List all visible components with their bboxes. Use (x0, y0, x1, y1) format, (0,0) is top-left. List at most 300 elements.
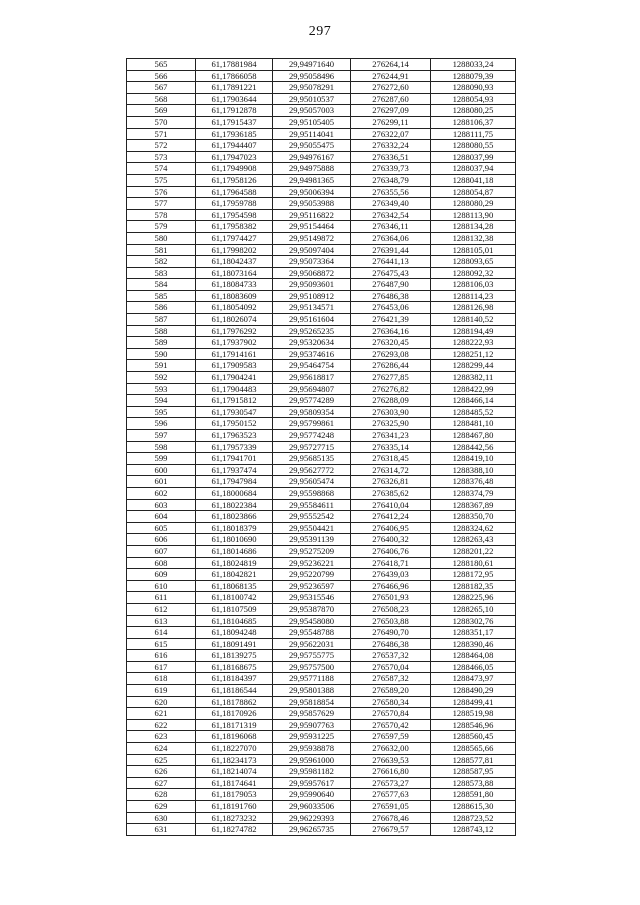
latitude-cell: 61,17944407 (196, 140, 273, 152)
y-coordinate-cell: 1288037,99 (431, 151, 516, 163)
table-row (127, 174, 516, 186)
table-row (127, 580, 516, 592)
x-coordinate-cell: 276346,11 (351, 221, 431, 233)
table-row (127, 453, 516, 465)
longitude-cell: 29,95774289 (273, 395, 351, 407)
y-coordinate-cell: 1288225,96 (431, 592, 516, 604)
longitude-cell: 29,95114041 (273, 128, 351, 140)
longitude-cell: 29,95078291 (273, 82, 351, 94)
y-coordinate-cell: 1288114,23 (431, 290, 516, 302)
point-number-cell: 630 (127, 812, 196, 824)
x-coordinate-cell: 276589,20 (351, 685, 431, 697)
longitude-cell: 29,94971640 (273, 59, 351, 71)
x-coordinate-cell: 276325,90 (351, 418, 431, 430)
x-coordinate-cell: 276320,45 (351, 337, 431, 349)
table-row (127, 766, 516, 778)
y-coordinate-cell: 1288033,24 (431, 59, 516, 71)
y-coordinate-cell: 1288054,87 (431, 186, 516, 198)
point-number-cell: 624 (127, 743, 196, 755)
latitude-cell: 61,18022384 (196, 499, 273, 511)
y-coordinate-cell: 1288388,10 (431, 464, 516, 476)
latitude-cell: 61,18184397 (196, 673, 273, 685)
latitude-cell: 61,17936185 (196, 128, 273, 140)
point-number-cell: 622 (127, 719, 196, 731)
latitude-cell: 61,17903644 (196, 93, 273, 105)
y-coordinate-cell: 1288113,90 (431, 209, 516, 221)
longitude-cell: 29,95774248 (273, 430, 351, 442)
table-row (127, 685, 516, 697)
latitude-cell: 61,17964588 (196, 186, 273, 198)
latitude-cell: 61,18214074 (196, 766, 273, 778)
table-row (127, 511, 516, 523)
longitude-cell: 29,95010537 (273, 93, 351, 105)
longitude-cell: 29,95220799 (273, 569, 351, 581)
point-number-cell: 576 (127, 186, 196, 198)
x-coordinate-cell: 276591,05 (351, 801, 431, 813)
longitude-cell: 29,95771188 (273, 673, 351, 685)
point-number-cell: 584 (127, 279, 196, 291)
y-coordinate-cell: 1288090,93 (431, 82, 516, 94)
y-coordinate-cell: 1288037,94 (431, 163, 516, 175)
longitude-cell: 29,95694807 (273, 383, 351, 395)
table-row (127, 673, 516, 685)
x-coordinate-cell: 276421,39 (351, 314, 431, 326)
longitude-cell: 29,95055475 (273, 140, 351, 152)
latitude-cell: 61,17998202 (196, 244, 273, 256)
longitude-cell: 29,94981365 (273, 174, 351, 186)
y-coordinate-cell: 1288485,52 (431, 406, 516, 418)
longitude-cell: 29,95464754 (273, 360, 351, 372)
point-number-cell: 615 (127, 638, 196, 650)
point-number-cell: 619 (127, 685, 196, 697)
y-coordinate-cell: 1288587,95 (431, 766, 516, 778)
coordinates-table-body (127, 59, 516, 836)
point-number-cell: 623 (127, 731, 196, 743)
x-coordinate-cell: 276272,60 (351, 82, 431, 94)
longitude-cell: 29,95584611 (273, 499, 351, 511)
point-number-cell: 629 (127, 801, 196, 813)
y-coordinate-cell: 1288615,30 (431, 801, 516, 813)
y-coordinate-cell: 1288466,05 (431, 661, 516, 673)
x-coordinate-cell: 276418,71 (351, 557, 431, 569)
longitude-cell: 29,95134571 (273, 302, 351, 314)
longitude-cell: 29,95857629 (273, 708, 351, 720)
x-coordinate-cell: 276616,80 (351, 766, 431, 778)
table-row (127, 650, 516, 662)
x-coordinate-cell: 276570,04 (351, 661, 431, 673)
latitude-cell: 61,17958126 (196, 174, 273, 186)
x-coordinate-cell: 276299,11 (351, 116, 431, 128)
table-row (127, 163, 516, 175)
point-number-cell: 602 (127, 487, 196, 499)
longitude-cell: 29,95053988 (273, 198, 351, 210)
x-coordinate-cell: 276678,46 (351, 812, 431, 824)
table-row (127, 708, 516, 720)
longitude-cell: 29,95757500 (273, 661, 351, 673)
table-row (127, 499, 516, 511)
y-coordinate-cell: 1288134,28 (431, 221, 516, 233)
longitude-cell: 29,95236221 (273, 557, 351, 569)
x-coordinate-cell: 276293,08 (351, 348, 431, 360)
x-coordinate-cell: 276349,40 (351, 198, 431, 210)
longitude-cell: 29,95458080 (273, 615, 351, 627)
latitude-cell: 61,18024819 (196, 557, 273, 569)
longitude-cell: 29,95105405 (273, 116, 351, 128)
longitude-cell: 29,95598868 (273, 487, 351, 499)
table-row (127, 383, 516, 395)
table-row (127, 105, 516, 117)
longitude-cell: 29,95006394 (273, 186, 351, 198)
longitude-cell: 29,95149872 (273, 232, 351, 244)
longitude-cell: 29,95275209 (273, 545, 351, 557)
x-coordinate-cell: 276339,73 (351, 163, 431, 175)
table-row (127, 232, 516, 244)
longitude-cell: 29,95990640 (273, 789, 351, 801)
latitude-cell: 61,18170926 (196, 708, 273, 720)
x-coordinate-cell: 276577,63 (351, 789, 431, 801)
y-coordinate-cell: 1288324,62 (431, 522, 516, 534)
x-coordinate-cell: 276486,38 (351, 638, 431, 650)
latitude-cell: 61,18273232 (196, 812, 273, 824)
longitude-cell: 29,95058496 (273, 70, 351, 82)
point-number-cell: 593 (127, 383, 196, 395)
x-coordinate-cell: 276335,14 (351, 441, 431, 453)
latitude-cell: 61,17915437 (196, 116, 273, 128)
longitude-cell: 29,96229393 (273, 812, 351, 824)
y-coordinate-cell: 1288299,44 (431, 360, 516, 372)
x-coordinate-cell: 276355,56 (351, 186, 431, 198)
table-row (127, 209, 516, 221)
latitude-cell: 61,18191760 (196, 801, 273, 813)
table-row (127, 325, 516, 337)
point-number-cell: 621 (127, 708, 196, 720)
y-coordinate-cell: 1288382,11 (431, 372, 516, 384)
latitude-cell: 61,18091491 (196, 638, 273, 650)
table-row (127, 661, 516, 673)
y-coordinate-cell: 1288723,52 (431, 812, 516, 824)
y-coordinate-cell: 1288577,81 (431, 754, 516, 766)
point-number-cell: 603 (127, 499, 196, 511)
longitude-cell: 29,95907763 (273, 719, 351, 731)
longitude-cell: 29,95387870 (273, 603, 351, 615)
x-coordinate-cell: 276570,84 (351, 708, 431, 720)
latitude-cell: 61,17957339 (196, 441, 273, 453)
latitude-cell: 61,18042437 (196, 256, 273, 268)
point-number-cell: 627 (127, 777, 196, 789)
longitude-cell: 29,95981182 (273, 766, 351, 778)
point-number-cell: 605 (127, 522, 196, 534)
point-number-cell: 611 (127, 592, 196, 604)
longitude-cell: 29,95391139 (273, 534, 351, 546)
table-row (127, 476, 516, 488)
table-row (127, 186, 516, 198)
y-coordinate-cell: 1288105,01 (431, 244, 516, 256)
longitude-cell: 29,95320634 (273, 337, 351, 349)
x-coordinate-cell: 276303,90 (351, 406, 431, 418)
latitude-cell: 61,17959788 (196, 198, 273, 210)
y-coordinate-cell: 1288182,35 (431, 580, 516, 592)
point-number-cell: 604 (127, 511, 196, 523)
y-coordinate-cell: 1288080,25 (431, 105, 516, 117)
latitude-cell: 61,17958382 (196, 221, 273, 233)
table-row (127, 418, 516, 430)
x-coordinate-cell: 276288,09 (351, 395, 431, 407)
y-coordinate-cell: 1288180,61 (431, 557, 516, 569)
latitude-cell: 61,18234173 (196, 754, 273, 766)
longitude-cell: 29,95685135 (273, 453, 351, 465)
longitude-cell: 29,95552542 (273, 511, 351, 523)
longitude-cell: 29,95605474 (273, 476, 351, 488)
latitude-cell: 61,18014686 (196, 545, 273, 557)
latitude-cell: 61,17947023 (196, 151, 273, 163)
y-coordinate-cell: 1288351,17 (431, 627, 516, 639)
x-coordinate-cell: 276573,27 (351, 777, 431, 789)
y-coordinate-cell: 1288054,93 (431, 93, 516, 105)
table-row (127, 198, 516, 210)
table-row (127, 522, 516, 534)
y-coordinate-cell: 1288106,03 (431, 279, 516, 291)
longitude-cell: 29,95931225 (273, 731, 351, 743)
longitude-cell: 29,95755775 (273, 650, 351, 662)
table-row (127, 430, 516, 442)
latitude-cell: 61,17891221 (196, 82, 273, 94)
latitude-cell: 61,17881984 (196, 59, 273, 71)
table-row (127, 615, 516, 627)
table-row (127, 731, 516, 743)
y-coordinate-cell: 1288222,93 (431, 337, 516, 349)
y-coordinate-cell: 1288466,14 (431, 395, 516, 407)
x-coordinate-cell: 276503,88 (351, 615, 431, 627)
latitude-cell: 61,18168675 (196, 661, 273, 673)
x-coordinate-cell: 276406,76 (351, 545, 431, 557)
table-row (127, 395, 516, 407)
point-number-cell: 566 (127, 70, 196, 82)
y-coordinate-cell: 1288251,12 (431, 348, 516, 360)
table-row (127, 777, 516, 789)
point-number-cell: 585 (127, 290, 196, 302)
x-coordinate-cell: 276348,79 (351, 174, 431, 186)
point-number-cell: 568 (127, 93, 196, 105)
x-coordinate-cell: 276297,09 (351, 105, 431, 117)
x-coordinate-cell: 276244,91 (351, 70, 431, 82)
x-coordinate-cell: 276466,96 (351, 580, 431, 592)
x-coordinate-cell: 276322,07 (351, 128, 431, 140)
latitude-cell: 61,18042821 (196, 569, 273, 581)
y-coordinate-cell: 1288111,75 (431, 128, 516, 140)
y-coordinate-cell: 1288265,10 (431, 603, 516, 615)
latitude-cell: 61,17954598 (196, 209, 273, 221)
longitude-cell: 29,95799861 (273, 418, 351, 430)
point-number-cell: 583 (127, 267, 196, 279)
point-number-cell: 626 (127, 766, 196, 778)
longitude-cell: 29,95236597 (273, 580, 351, 592)
latitude-cell: 61,17904241 (196, 372, 273, 384)
table-row (127, 360, 516, 372)
longitude-cell: 29,95374616 (273, 348, 351, 360)
table-row (127, 627, 516, 639)
latitude-cell: 61,18107509 (196, 603, 273, 615)
table-row (127, 221, 516, 233)
longitude-cell: 29,95818854 (273, 696, 351, 708)
point-number-cell: 577 (127, 198, 196, 210)
latitude-cell: 61,17941701 (196, 453, 273, 465)
y-coordinate-cell: 1288093,65 (431, 256, 516, 268)
latitude-cell: 61,17937474 (196, 464, 273, 476)
y-coordinate-cell: 1288080,29 (431, 198, 516, 210)
y-coordinate-cell: 1288591,80 (431, 789, 516, 801)
y-coordinate-cell: 1288546,96 (431, 719, 516, 731)
point-number-cell: 599 (127, 453, 196, 465)
x-coordinate-cell: 276487,90 (351, 279, 431, 291)
point-number-cell: 625 (127, 754, 196, 766)
table-row (127, 337, 516, 349)
longitude-cell: 29,95097404 (273, 244, 351, 256)
longitude-cell: 29,95504421 (273, 522, 351, 534)
latitude-cell: 61,17930547 (196, 406, 273, 418)
latitude-cell: 61,17947984 (196, 476, 273, 488)
y-coordinate-cell: 1288092,32 (431, 267, 516, 279)
longitude-cell: 29,95068872 (273, 267, 351, 279)
y-coordinate-cell: 1288263,43 (431, 534, 516, 546)
y-coordinate-cell: 1288132,38 (431, 232, 516, 244)
point-number-cell: 580 (127, 232, 196, 244)
x-coordinate-cell: 276412,24 (351, 511, 431, 523)
latitude-cell: 61,17912878 (196, 105, 273, 117)
table-row (127, 441, 516, 453)
y-coordinate-cell: 1288473,97 (431, 673, 516, 685)
table-row (127, 140, 516, 152)
latitude-cell: 61,18084733 (196, 279, 273, 291)
y-coordinate-cell: 1288201,22 (431, 545, 516, 557)
point-number-cell: 594 (127, 395, 196, 407)
latitude-cell: 61,17909583 (196, 360, 273, 372)
table-row (127, 789, 516, 801)
x-coordinate-cell: 276508,23 (351, 603, 431, 615)
latitude-cell: 61,17949908 (196, 163, 273, 175)
x-coordinate-cell: 276287,60 (351, 93, 431, 105)
x-coordinate-cell: 276400,32 (351, 534, 431, 546)
latitude-cell: 61,17915812 (196, 395, 273, 407)
point-number-cell: 612 (127, 603, 196, 615)
y-coordinate-cell: 1288350,70 (431, 511, 516, 523)
longitude-cell: 29,95809354 (273, 406, 351, 418)
longitude-cell: 29,95938878 (273, 743, 351, 755)
y-coordinate-cell: 1288140,52 (431, 314, 516, 326)
table-row (127, 743, 516, 755)
table-row (127, 557, 516, 569)
x-coordinate-cell: 276501,93 (351, 592, 431, 604)
longitude-cell: 29,95108912 (273, 290, 351, 302)
latitude-cell: 61,18186544 (196, 685, 273, 697)
table-row (127, 569, 516, 581)
point-number-cell: 565 (127, 59, 196, 71)
latitude-cell: 61,18054092 (196, 302, 273, 314)
latitude-cell: 61,18083609 (196, 290, 273, 302)
longitude-cell: 29,94976167 (273, 151, 351, 163)
y-coordinate-cell: 1288565,66 (431, 743, 516, 755)
x-coordinate-cell: 276336,51 (351, 151, 431, 163)
longitude-cell: 29,95548788 (273, 627, 351, 639)
point-number-cell: 601 (127, 476, 196, 488)
point-number-cell: 616 (127, 650, 196, 662)
y-coordinate-cell: 1288419,10 (431, 453, 516, 465)
table-row (127, 824, 516, 836)
latitude-cell: 61,17937902 (196, 337, 273, 349)
x-coordinate-cell: 276639,53 (351, 754, 431, 766)
latitude-cell: 61,17914161 (196, 348, 273, 360)
y-coordinate-cell: 1288467,80 (431, 430, 516, 442)
latitude-cell: 61,17904483 (196, 383, 273, 395)
point-number-cell: 607 (127, 545, 196, 557)
y-coordinate-cell: 1288442,56 (431, 441, 516, 453)
point-number-cell: 572 (127, 140, 196, 152)
table-row (127, 93, 516, 105)
table-row (127, 812, 516, 824)
y-coordinate-cell: 1288194,49 (431, 325, 516, 337)
table-row (127, 256, 516, 268)
x-coordinate-cell: 276276,82 (351, 383, 431, 395)
y-coordinate-cell: 1288481,10 (431, 418, 516, 430)
table-row (127, 302, 516, 314)
x-coordinate-cell: 276318,45 (351, 453, 431, 465)
latitude-cell: 61,18094248 (196, 627, 273, 639)
x-coordinate-cell: 276439,03 (351, 569, 431, 581)
point-number-cell: 610 (127, 580, 196, 592)
table-row (127, 70, 516, 82)
latitude-cell: 61,18139275 (196, 650, 273, 662)
point-number-cell: 582 (127, 256, 196, 268)
y-coordinate-cell: 1288560,45 (431, 731, 516, 743)
x-coordinate-cell: 276264,14 (351, 59, 431, 71)
x-coordinate-cell: 276286,44 (351, 360, 431, 372)
table-row (127, 592, 516, 604)
table-row (127, 754, 516, 766)
y-coordinate-cell: 1288573,88 (431, 777, 516, 789)
x-coordinate-cell: 276486,38 (351, 290, 431, 302)
table-row (127, 59, 516, 71)
y-coordinate-cell: 1288390,46 (431, 638, 516, 650)
y-coordinate-cell: 1288041,18 (431, 174, 516, 186)
longitude-cell: 29,95116822 (273, 209, 351, 221)
point-number-cell: 589 (127, 337, 196, 349)
table-row (127, 82, 516, 94)
latitude-cell: 61,17976292 (196, 325, 273, 337)
latitude-cell: 61,18000684 (196, 487, 273, 499)
x-coordinate-cell: 276341,23 (351, 430, 431, 442)
point-number-cell: 581 (127, 244, 196, 256)
x-coordinate-cell: 276406,95 (351, 522, 431, 534)
point-number-cell: 609 (127, 569, 196, 581)
table-row (127, 696, 516, 708)
page-number: 297 (308, 24, 332, 39)
y-coordinate-cell: 1288079,39 (431, 70, 516, 82)
table-row (127, 372, 516, 384)
point-number-cell: 567 (127, 82, 196, 94)
table-row (127, 244, 516, 256)
y-coordinate-cell: 1288374,79 (431, 487, 516, 499)
latitude-cell: 61,18179053 (196, 789, 273, 801)
y-coordinate-cell: 1288106,37 (431, 116, 516, 128)
longitude-cell: 29,95315546 (273, 592, 351, 604)
table-row (127, 314, 516, 326)
x-coordinate-cell: 276679,57 (351, 824, 431, 836)
longitude-cell: 29,95801388 (273, 685, 351, 697)
x-coordinate-cell: 276475,43 (351, 267, 431, 279)
table-row (127, 151, 516, 163)
point-number-cell: 588 (127, 325, 196, 337)
longitude-cell: 29,95622031 (273, 638, 351, 650)
point-number-cell: 631 (127, 824, 196, 836)
